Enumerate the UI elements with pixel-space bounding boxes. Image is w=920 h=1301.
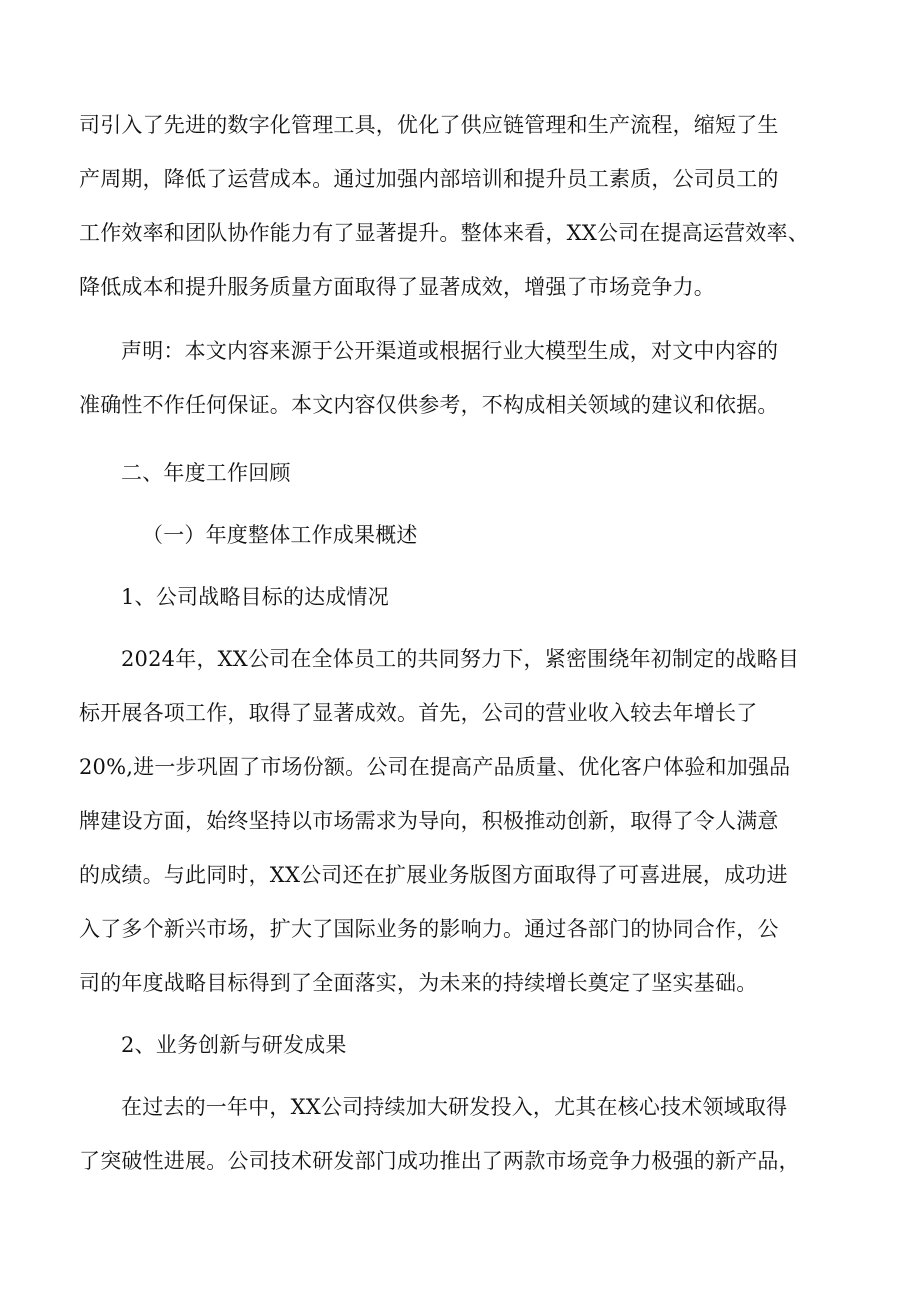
text-line: 降低成本和提升服务质量方面取得了显著成效，增强了市场竞争力。 bbox=[79, 275, 715, 299]
text-line: 20%,进一步巩固了市场份额。公司在提高产品质量、优化客户体验和加强品 bbox=[79, 755, 791, 779]
heading-text: 2、业务创新与研发成果 bbox=[121, 1033, 347, 1057]
heading-text: 二、年度工作回顾 bbox=[121, 461, 291, 485]
heading-text: 1、公司战略目标的达成情况 bbox=[121, 585, 389, 609]
text-line: 声明：本文内容来源于公开渠道或根据行业大模型生成，对文中内容的 bbox=[121, 339, 779, 363]
text-line: 司的年度战略目标得到了全面落实，为未来的持续增长奠定了坚实基础。 bbox=[79, 971, 758, 995]
text-line: 2024年，XX公司在全体员工的共同努力下，紧密围绕年初制定的战略目 bbox=[121, 647, 800, 671]
text-line: 了突破性进展。公司技术研发部门成功推出了两款市场竞争力极强的新产品， bbox=[79, 1149, 800, 1173]
text-line: 产周期，降低了运营成本。通过加强内部培训和提升员工素质，公司员工的 bbox=[79, 167, 779, 191]
heading-text: （一）年度整体工作成果概述 bbox=[142, 523, 418, 547]
text-line: 标开展各项工作，取得了显著成效。首先，公司的营业收入较去年增长了 bbox=[79, 701, 758, 725]
text-line: 准确性不作任何保证。本文内容仅供参考，不构成相关领域的建议和依据。 bbox=[79, 393, 779, 417]
text-line: 工作效率和团队协作能力有了显著提升。整体来看，XX公司在提高运营效率、 bbox=[79, 221, 809, 245]
text-line: 在过去的一年中，XX公司持续加大研发投入，尤其在核心技术领域取得 bbox=[121, 1095, 788, 1119]
text-line: 牌建设方面，始终坚持以市场需求为导向，积极推动创新，取得了令人满意 bbox=[79, 809, 779, 833]
text-line: 的成绩。与此同时，XX公司还在扩展业务版图方面取得了可喜进展，成功进 bbox=[79, 863, 788, 887]
text-line: 入了多个新兴市场，扩大了国际业务的影响力。通过各部门的协同合作，公 bbox=[79, 917, 779, 941]
text-line: 司引入了先进的数字化管理工具，优化了供应链管理和生产流程，缩短了生 bbox=[79, 113, 779, 137]
